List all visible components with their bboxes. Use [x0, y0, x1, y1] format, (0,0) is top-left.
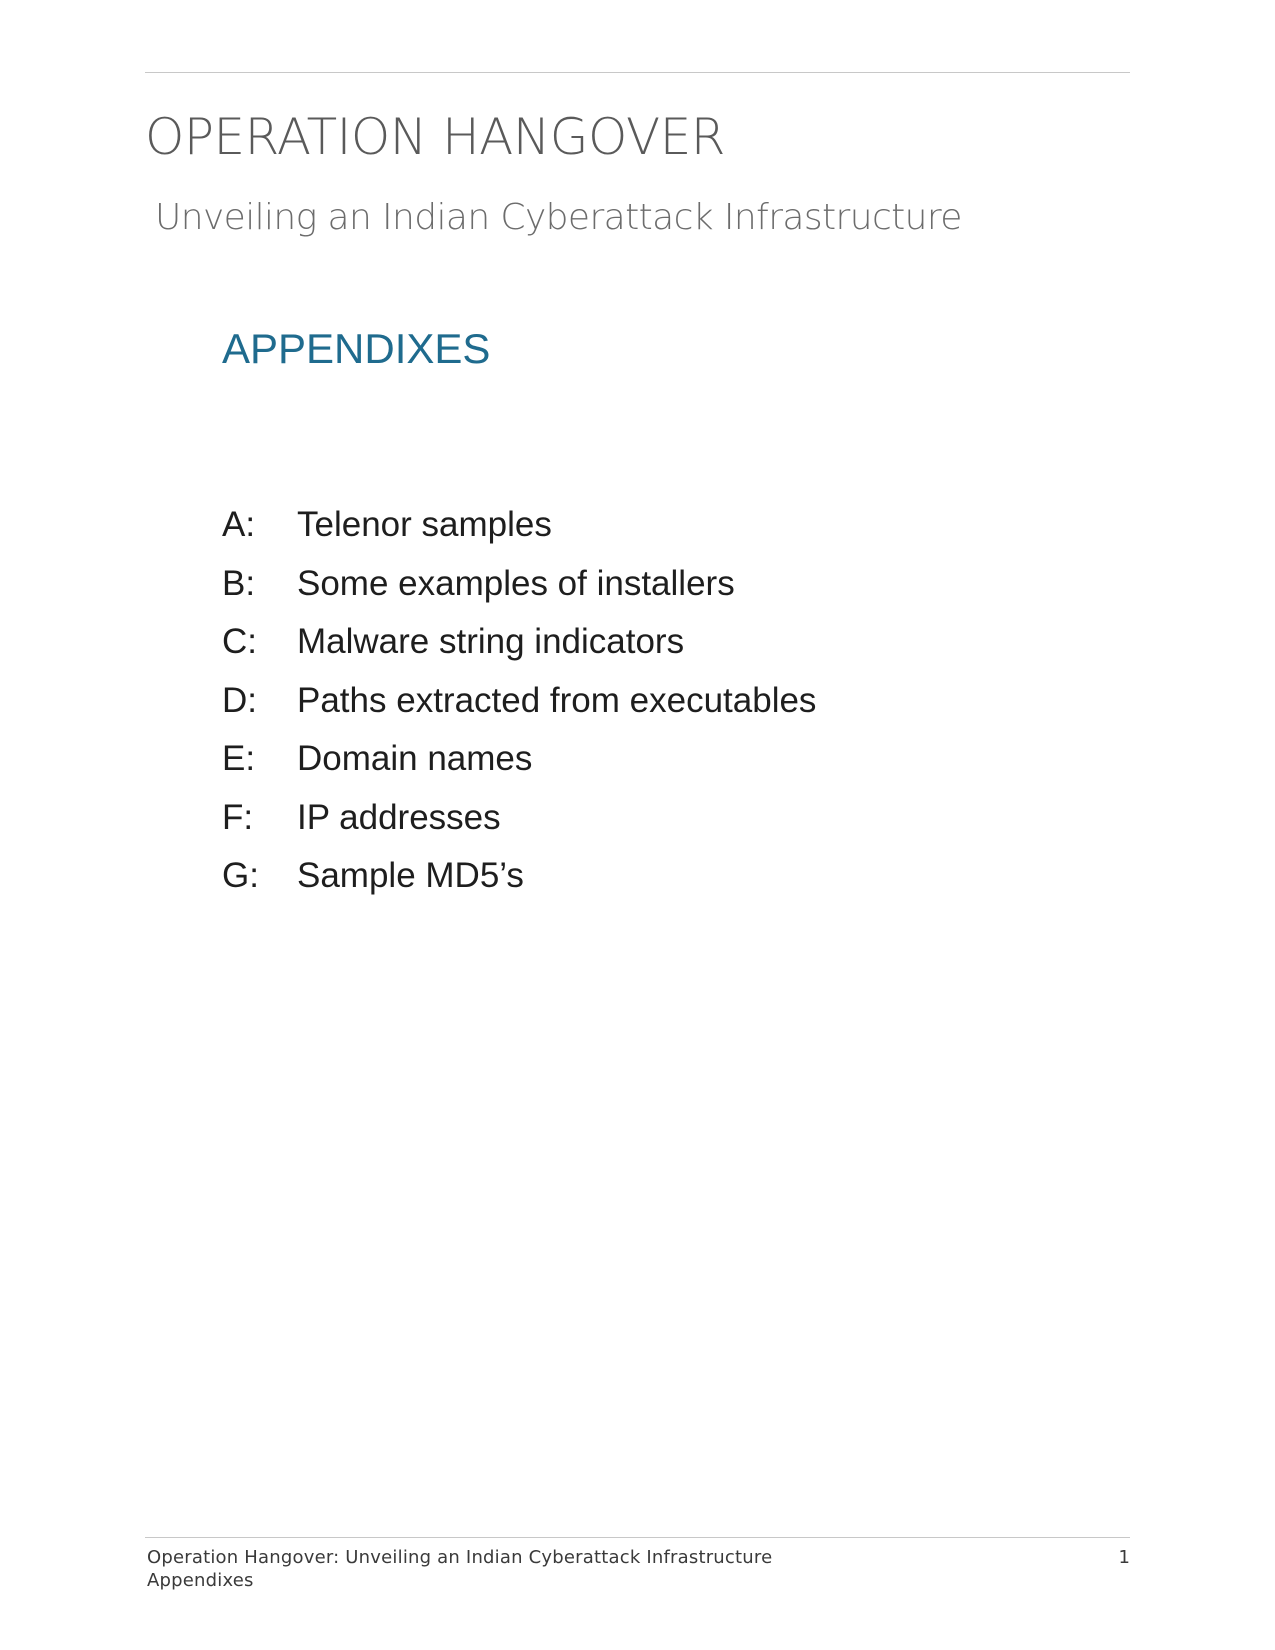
appendix-label: Telenor samples: [297, 505, 552, 544]
footer-text: [147, 1546, 772, 1592]
header-divider: [145, 72, 1130, 73]
appendix-label: Sample MD5’s: [297, 856, 524, 895]
footer-divider: [145, 1537, 1130, 1538]
appendix-letter: E:: [222, 739, 256, 778]
appendix-item-c: [222, 621, 816, 680]
appendix-item-b: [222, 563, 816, 622]
page-number: 1: [1118, 1547, 1130, 1568]
appendix-letter: A:: [222, 505, 256, 544]
appendix-letter: B:: [222, 563, 256, 603]
footer-document-title: Operation Hangover: Unveiling an Indian Cyberattack Infrastructure: [147, 1547, 773, 1568]
appendix-item-f: [222, 797, 816, 856]
appendix-letter: C:: [222, 622, 257, 661]
document-title: OPERATION HANGOVER: [145, 108, 726, 166]
appendix-item-d: [222, 680, 816, 739]
appendix-label: Paths extracted from executables: [297, 680, 817, 720]
appendix-label: Domain names: [297, 739, 533, 778]
appendix-item-e: [222, 738, 816, 797]
appendix-item-a: [222, 504, 816, 563]
appendix-letter: D:: [222, 680, 257, 720]
appendix-list: [222, 504, 816, 914]
appendix-letter: G:: [222, 856, 259, 895]
appendix-label: Some examples of installers: [297, 563, 735, 603]
document-subtitle: Unveiling an Indian Cyberattack Infrastructure: [155, 197, 962, 238]
appendix-letter: F:: [222, 797, 254, 837]
appendix-item-g: [222, 855, 816, 914]
section-heading: APPENDIXES: [222, 325, 491, 372]
appendix-label: IP addresses: [297, 797, 501, 837]
footer-section-name: Appendixes: [147, 1570, 254, 1591]
appendix-label: Malware string indicators: [297, 622, 685, 661]
